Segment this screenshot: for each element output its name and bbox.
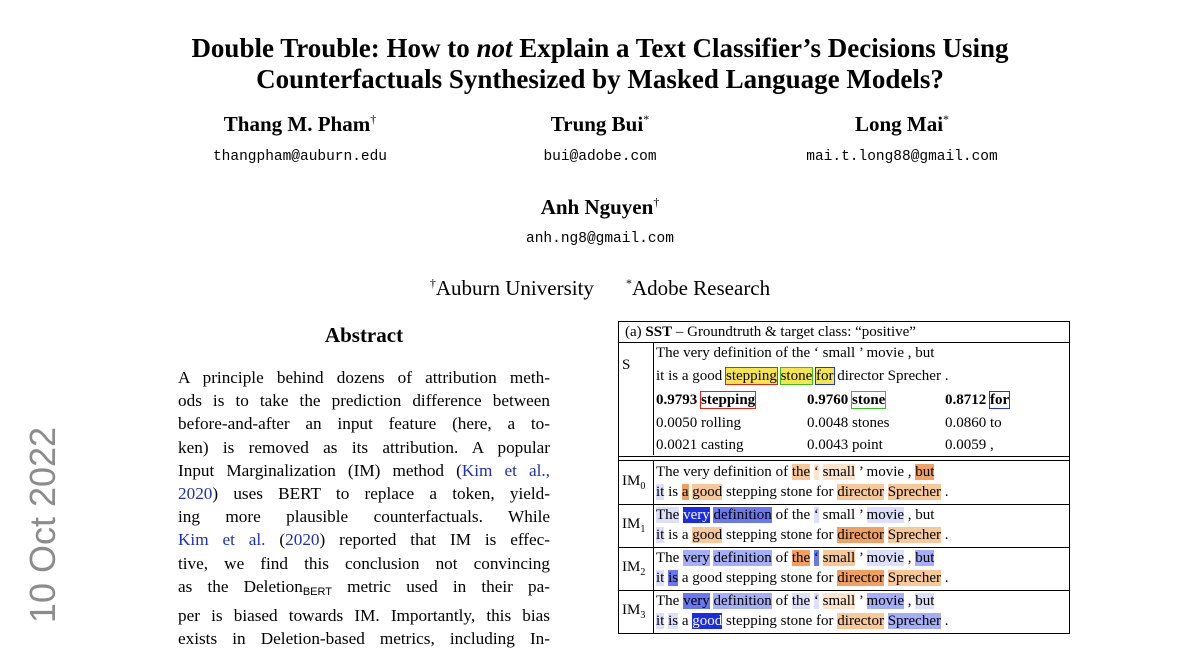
row-label: S	[622, 357, 631, 373]
row-label: $IM_0$	[622, 473, 646, 492]
row-label: $IM_3$	[622, 602, 646, 621]
sentence-line: it is a good stepping stone for director Sprecher .	[656, 368, 949, 384]
author-email: mai.t.long88@gmail.com	[806, 149, 998, 165]
attribution-line: it is a good stepping stone for director Sprecher .	[656, 613, 949, 629]
attribution-line: The very definition of the ‘ small ’ movie , but	[656, 550, 935, 566]
candidate-row: 0.8712 for	[945, 392, 1010, 408]
candidate-cell: 0.0048 stones	[807, 415, 890, 431]
highlight-token: stepping	[726, 368, 777, 384]
attribution-line: it is a good stepping stone for director Sprecher .	[656, 570, 949, 586]
sentence-line: The very definition of the ‘ small ’ movie , but	[656, 345, 935, 361]
figure-header: (a) SST – Groundtruth & target class: “positive”	[625, 324, 916, 340]
candidate-cell: 0.0021 casting	[656, 437, 744, 453]
attribution-line: The very definition of the ‘ small ’ movie , but	[656, 593, 935, 609]
attribution-line: The very definition of the ‘ small ’ movie , but	[656, 507, 935, 523]
citation-link[interactable]: 2020	[178, 484, 213, 504]
affiliations: †Auburn University *Adobe Research	[429, 276, 771, 300]
figure-table	[618, 321, 1070, 634]
paper-title-line1: Double Trouble: How to not Explain a Text Classifier’s Decisions Using	[191, 33, 1009, 63]
author-name: Anh Nguyen†	[540, 195, 660, 219]
attribution-line: it is a good stepping stone for director Sprecher .	[656, 527, 949, 543]
author-email: thangpham@auburn.edu	[212, 149, 388, 165]
candidate-cell: 0.0059 ,	[945, 437, 994, 453]
candidate-cell: 0.0860 to	[945, 415, 1002, 431]
candidate-row: 0.9793 stepping	[656, 392, 756, 408]
arxiv-date-stamp: 10 Oct 2022	[22, 426, 63, 624]
abstract-heading: Abstract	[324, 323, 404, 347]
row-label: $IM_2$	[622, 559, 646, 578]
citation-link[interactable]: 2020	[285, 530, 320, 550]
citation-link[interactable]: Kim et al.,	[461, 460, 550, 480]
author-email: anh.ng8@gmail.com	[526, 231, 674, 247]
citation-link[interactable]: Kim et al.	[178, 530, 266, 550]
paper-title-line2: Counterfactuals Synthesized by Masked Language Models?	[256, 64, 944, 94]
author-name: Thang M. Pham†	[223, 112, 377, 136]
author-email: bui@adobe.com	[543, 149, 657, 165]
attribution-line: The very definition of the ‘ small ’ movie , but	[656, 464, 935, 480]
candidate-cell: 0.0050 rolling	[656, 415, 741, 431]
author-name: Trung Bui*	[550, 112, 650, 136]
highlight-token: stone	[780, 368, 813, 384]
abstract-body: A principle behind dozens of attribution meth- ods is to take the prediction difference between before-and-after an input feature (here, a to- ken) is removed as its attribution. A popular Input Marginalization (IM) method (Kim et al., 2020) uses BERT to replace a token, yield- ing more plausible counterfactuals. While Kim et al. (2020) reported that IM is effec- tive, we find this conclusion not convincing as the Deletion$_{BERT}$ metric used in their pa- per is biased towards IM. Importantly, this bias exists in Deletion-based metrics, including In-	[178, 368, 550, 649]
candidate-row: 0.9760 stone	[807, 392, 886, 408]
row-label: $IM_1$	[622, 516, 646, 535]
candidate-cell: 0.0043 point	[807, 437, 883, 453]
highlight-token: for	[816, 368, 834, 384]
attribution-line: it is a good stepping stone for director Sprecher .	[656, 484, 949, 500]
author-name: Long Mai*	[854, 112, 950, 136]
